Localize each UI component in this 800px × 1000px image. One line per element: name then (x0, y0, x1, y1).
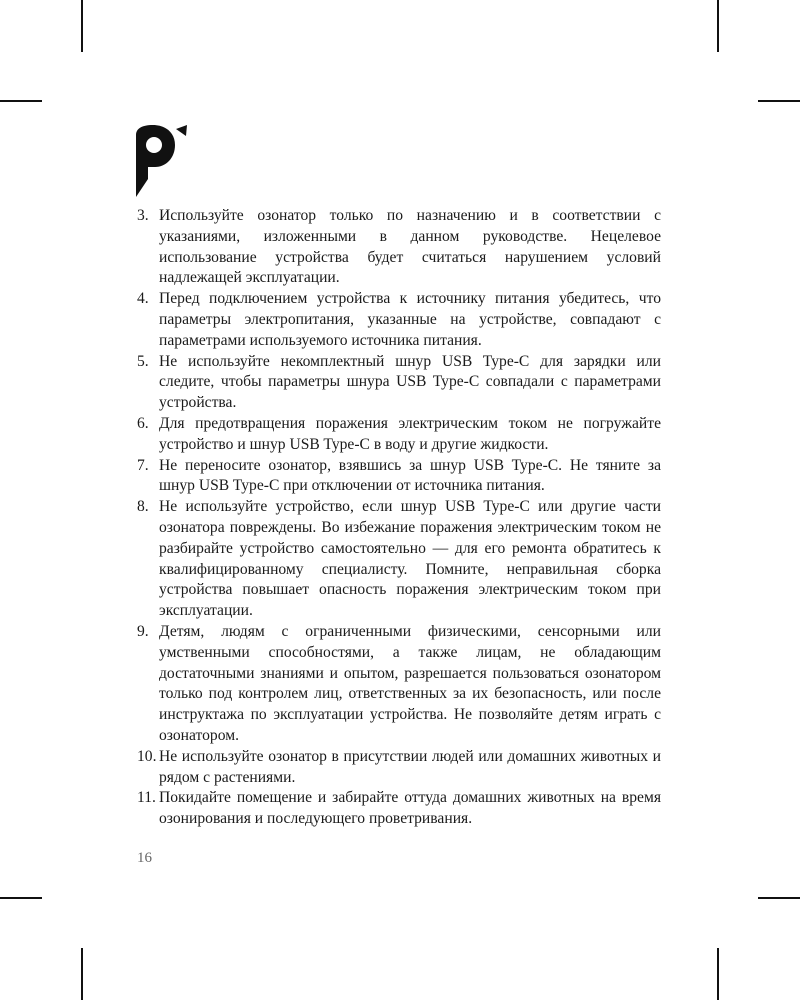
list-item (137, 414, 661, 456)
item-text: Покидайте помещение и забирайте оттуда домашних животных на время озонирования и последующего проветривания. (159, 789, 661, 828)
list-item (137, 497, 661, 622)
item-text: Детям, людям с ограниченными физическими, сенсорными или умственными способностями, а также лицам, не обладающим достаточными знаниями и опытом, разрешается пользоваться озонатором только под контролем лиц, ответственных за их безопасность, или после инструктажа по эксплуатации устройства. Не позволяйте детям играть с озонатором. (159, 622, 661, 744)
item-number: 11. (137, 789, 156, 807)
item-text: Для предотвращения поражения электрическим током не погружайте устройство и шнур USB Type-C в воду и другие жидкости. (159, 414, 661, 453)
item-number: 10. (137, 747, 157, 765)
crop-mark (758, 897, 800, 899)
crop-mark (758, 100, 800, 102)
item-number: 3. (137, 207, 149, 224)
list-item (137, 622, 661, 747)
item-text: Используйте озонатор только по назначению и в соответствии с указаниями, изложенными в данном руководстве. Нецелевое использование устройства будет считаться нарушением условий надлежащей эксплуатации. (159, 207, 661, 287)
crop-mark (81, 0, 83, 52)
list-item (137, 747, 661, 789)
brand-logo-icon (133, 123, 189, 199)
item-number: 6. (137, 414, 149, 432)
list-item (137, 352, 661, 414)
instructions-list (137, 206, 661, 830)
crop-mark (81, 948, 83, 1000)
list-item (137, 206, 661, 289)
list-item (137, 456, 661, 498)
page-number: 16 (137, 850, 152, 866)
item-text: Не используйте устройство, если шнур USB Type-C или другие части озонатора повреждены. Во избежание поражения электрическим током не разбирайте устройство самостоятельно — для его ремонта обратитесь к квалифицированному специалисту. Помните, неправильная сборка устройства повышает опасность поражения электрическим током при эксплуатации. (159, 498, 661, 620)
crop-mark (0, 897, 42, 899)
item-text: Перед подключением устройства к источнику питания убедитесь, что параметры электропитания, указанные на устройстве, совпадают с параметрами используемого источника питания. (159, 290, 661, 349)
item-number: 8. (137, 498, 149, 516)
crop-mark (0, 100, 42, 102)
item-number: 4. (137, 290, 149, 308)
item-text: Не используйте некомплектный шнур USB Type-C для зарядки или следите, чтобы параметры шнура USB Type-C совпадали с параметрами устройства. (159, 352, 661, 412)
item-number: 5. (137, 352, 149, 370)
item-text: Не переносите озонатор, взявшись за шнур USB Type-C. Не тяните за шнур USB Type-C при отключении от источника питания. (159, 456, 661, 495)
item-text: Не используйте озонатор в присутствии людей или домашних животных и рядом с растениями. (159, 747, 661, 786)
crop-mark (717, 948, 719, 1000)
item-number: 7. (137, 456, 149, 474)
list-item (137, 788, 661, 830)
item-number: 9. (137, 622, 149, 640)
list-item (137, 289, 661, 351)
crop-mark (717, 0, 719, 52)
